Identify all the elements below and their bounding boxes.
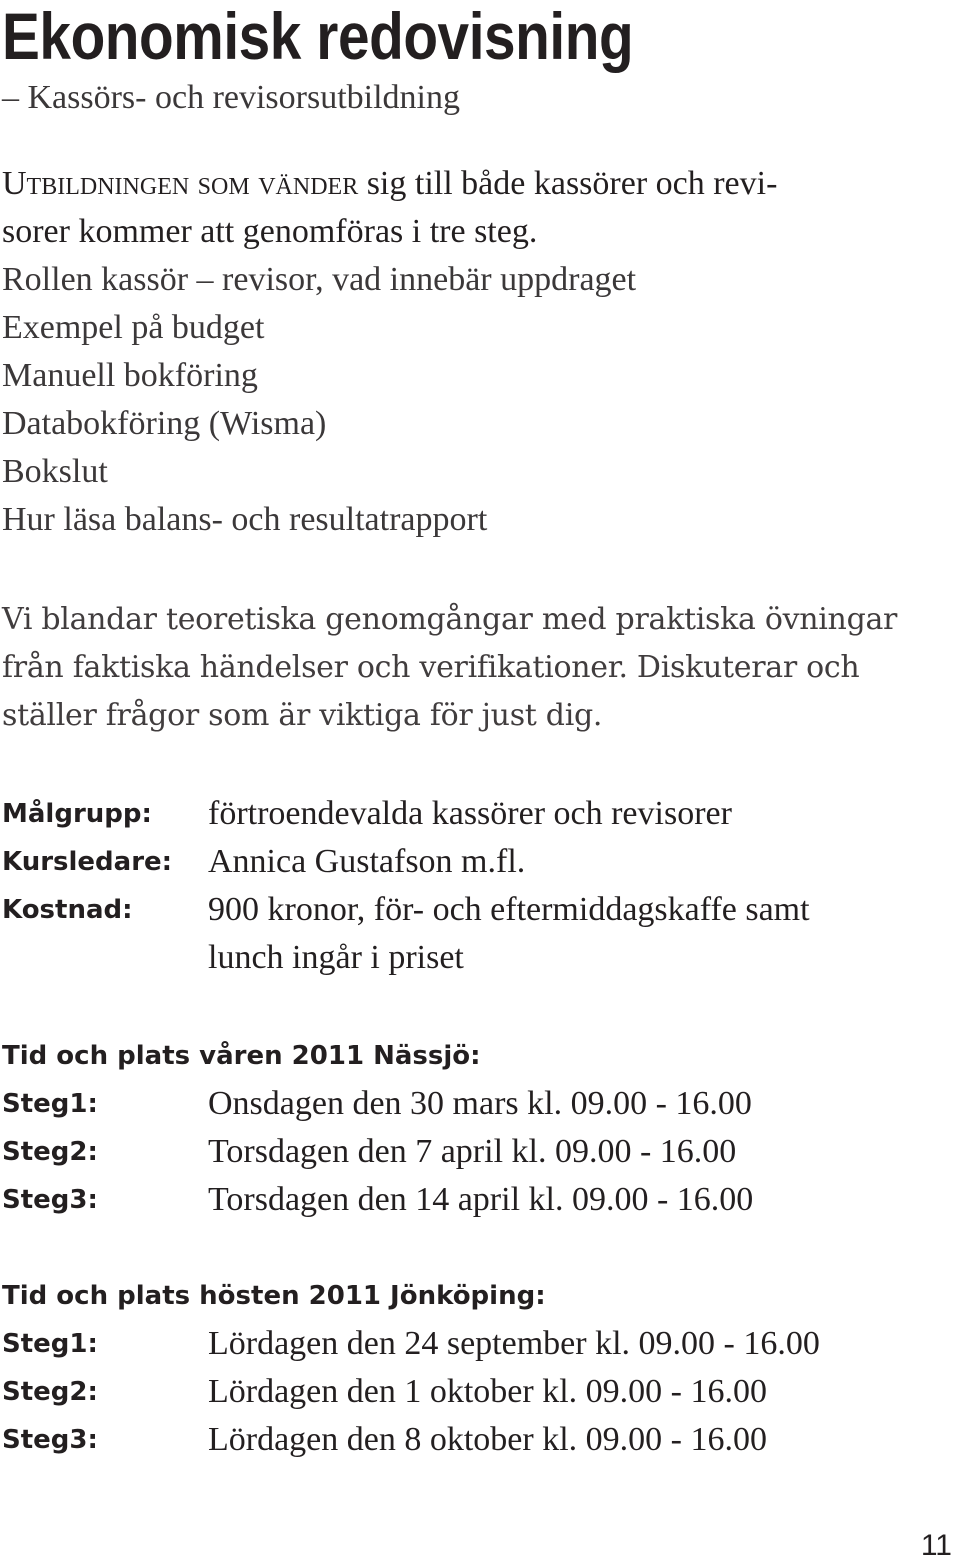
- course-topics-list: [2, 256, 636, 544]
- paragraph-line: från faktiska händelser och verifikationer. Diskuterar och: [2, 650, 860, 685]
- paragraph-line: Vi blandar teoretiska genomgångar med praktiska övningar: [2, 602, 898, 637]
- step-date: Lördagen den 1 oktober kl. 09.00 - 16.00: [208, 1373, 767, 1410]
- description-paragraph: [2, 596, 897, 740]
- topic-item: Hur läsa balans- och resultatrapport: [2, 501, 488, 538]
- step-label: Steg1:: [2, 1329, 98, 1359]
- cost-value: 900 kronor, för- och eftermiddagskaffe samt: [208, 891, 810, 928]
- intro-line-1-rest: sig till både kassörer och revi-: [358, 165, 778, 202]
- page-number: 11: [920, 1529, 952, 1562]
- topic-item: Bokslut: [2, 453, 108, 490]
- step-label: Steg2:: [2, 1377, 98, 1407]
- topic-item: Exempel på budget: [2, 309, 265, 346]
- step-label: Steg3:: [2, 1425, 98, 1455]
- autumn-step-row: [2, 1368, 952, 1416]
- topic-item: Manuell bokföring: [2, 357, 258, 394]
- topic-item: Databokföring (Wisma): [2, 405, 327, 442]
- intro-line-1: [2, 160, 777, 208]
- topic-item: Rollen kassör – revisor, vad innebär uppdraget: [2, 261, 637, 298]
- intro-text: [2, 160, 777, 256]
- cost-row-continued: [2, 934, 952, 982]
- cost-label: Kostnad:: [2, 895, 133, 925]
- intro-lead: Utbildningen som vänder: [2, 165, 359, 202]
- step-label: Steg2:: [2, 1137, 98, 1167]
- step-date: Torsdagen den 14 april kl. 09.00 - 16.00: [208, 1181, 754, 1218]
- step-date: Lördagen den 8 oktober kl. 09.00 - 16.00: [208, 1421, 767, 1458]
- spring-schedule-heading: Tid och plats våren 2011 Nässjö:: [2, 1041, 481, 1071]
- course-leader-row: [2, 838, 952, 886]
- target-group-label: Målgrupp:: [2, 799, 152, 829]
- course-leader-label: Kursledare:: [2, 847, 173, 877]
- step-label: Steg1:: [2, 1089, 98, 1119]
- cost-row: [2, 886, 952, 934]
- intro-line-2: sorer kommer att genomföras i tre steg.: [2, 213, 538, 250]
- autumn-schedule-heading: Tid och plats hösten 2011 Jönköping:: [2, 1281, 546, 1311]
- autumn-step-row: [2, 1416, 952, 1464]
- step-date: Onsdagen den 30 mars kl. 09.00 - 16.00: [208, 1085, 752, 1122]
- spring-step-row: [2, 1080, 952, 1128]
- cost-value-continued: lunch ingår i priset: [208, 939, 464, 976]
- step-label: Steg3:: [2, 1185, 98, 1215]
- autumn-step-row: [2, 1320, 952, 1368]
- target-group-row: [2, 790, 952, 838]
- course-leader-value: Annica Gustafson m.fl.: [208, 843, 526, 880]
- page-title: Ekonomisk redovisning: [2, 0, 634, 73]
- target-group-value: förtroendevalda kassörer och revisorer: [208, 795, 732, 832]
- subtitle: – Kassörs- och revisorsutbildning: [2, 79, 461, 116]
- paragraph-line: ställer frågor som är viktiga för just dig.: [2, 698, 603, 733]
- step-date: Torsdagen den 7 april kl. 09.00 - 16.00: [208, 1133, 737, 1170]
- spring-step-row: [2, 1128, 952, 1176]
- spring-step-row: [2, 1176, 952, 1224]
- step-date: Lördagen den 24 september kl. 09.00 - 16.00: [208, 1325, 820, 1362]
